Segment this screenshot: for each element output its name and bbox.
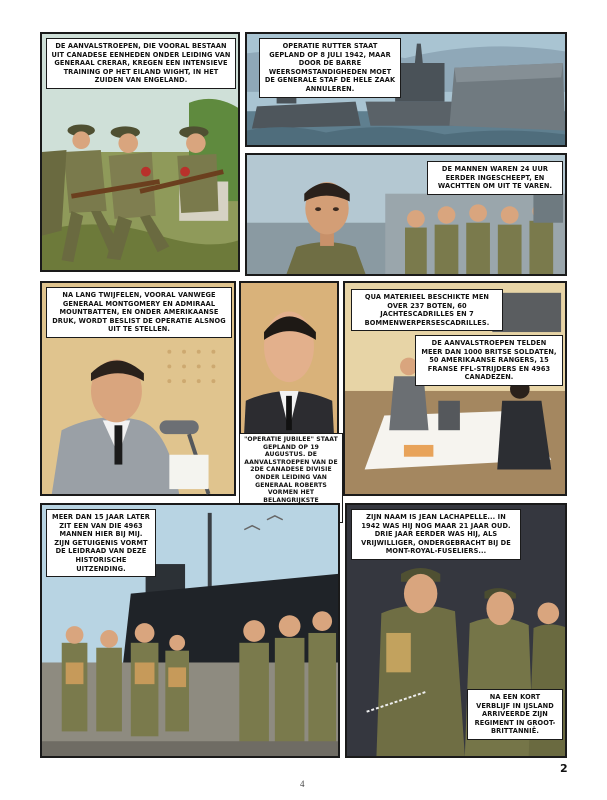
caption-iceland: NA EEN KORT VERBLIJF IN IJSLAND ARRIVEERDE ZIJN REGIMENT IN GROOT-BRITTANNIË. — [467, 689, 563, 740]
caption-troop-counts: DE AANVALSTROEPEN TELDEN MEER DAN 1000 BRITSE SOLDATEN, 50 AMERIKAANSE RANGERS, 15 FRANSE FFL-STRIJDERS EN 4963 CANADEZEN. — [415, 335, 563, 386]
chapter-page-number: 2 — [560, 762, 568, 775]
panel-training-run — [40, 32, 240, 272]
panel-lachapelle — [345, 503, 567, 758]
panel-studio-speaker — [40, 281, 236, 496]
panel-harbour — [40, 503, 340, 758]
caption-training: DE AANVALSTROEPEN, DIE VOORAL BESTAAN UIT CANADESE EENHEDEN ONDER LEIDING VAN GENERAAL CRERAR, KREGEN EEN INTENSIEVE TRAINING OP HET EILAND WIGHT, IN HET ZUIDEN VAN ENGELAND. — [46, 38, 236, 89]
caption-materiel: QUA MATERIEEL BESCHIKTE MEN OVER 237 BOTEN, 60 JACHTESCADRILLES EN 7 BOMMENWERPERSESCADRILLES. — [351, 289, 503, 331]
caption-jean-lachapelle: ZIJN NAAM IS JEAN LACHAPELLE... IN 1942 WAS HIJ NOG MAAR 21 JAAR OUD. DRIE JAAR EERDER WAS HIJ, ALS VRIJWILLIGER, ONDERGEBRACHT BIJ DE MONT-ROYAL-FUSELIERS... — [351, 509, 521, 560]
panel-troops-waiting — [245, 153, 567, 276]
page-number: 4 — [300, 779, 305, 789]
caption-operation-jubilee: "OPERATIE JUBILEE" STAAT GEPLAND OP 19 AUGUSTUS. DE AANVALSTROEPEN VAN DE 2DE CANADESE DIVISIE ONDER LEIDING VAN GENERAAL ROBERTS VORMEN HET BELANGRIJKSTE — [239, 433, 343, 523]
caption-operation-rutter: OPERATIE RUTTER STAAT GEPLAND OP 8 JULI 1942, MAAR DOOR DE BARRE WEERSOMSTANDIGHEDEN MOET DE GENERALE STAF DE HELE ZAAK ANNULEREN. — [259, 38, 401, 98]
panel-ships — [245, 32, 567, 147]
panel-night-studio — [343, 281, 567, 496]
caption-testimony: MEER DAN 15 JAAR LATER ZIT EEN VAN DIE 4963 MANNEN HIER BIJ MIJ. ZIJN GETUIGENIS VORMT DE LEIDRAAD VAN DEZE HISTORISCHE UITZENDING. — [46, 509, 156, 577]
caption-hesitation: NA LANG TWIJFELEN, VOORAL VANWEGE GENERAAL MONTGOMERY EN ADMIRAAL MOUNTBATTEN, EN ONDER AMERIKAANSE DRUK, WORDT BESLIST DE OPERATIE ALSNOG UIT TE STELLEN. — [46, 287, 232, 338]
panel-portrait — [239, 281, 339, 504]
caption-waiting: DE MANNEN WAREN 24 UUR EERDER INGESCHEEPT, EN WACHTTEN OM UIT TE VAREN. — [427, 161, 563, 195]
